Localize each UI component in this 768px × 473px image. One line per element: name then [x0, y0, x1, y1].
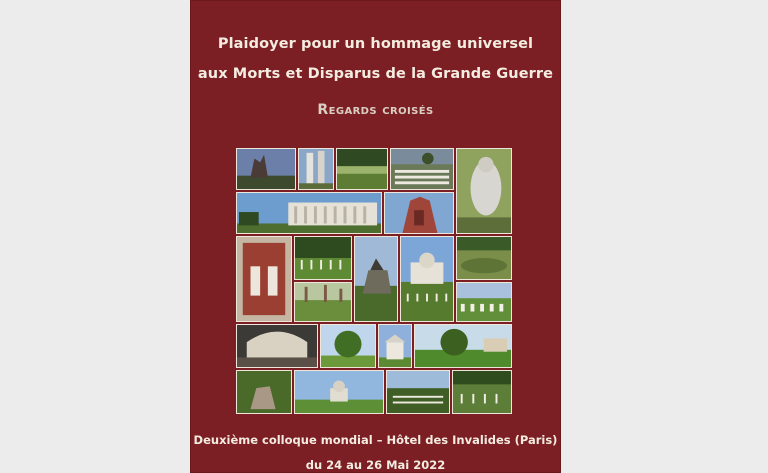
photo-trench-landscape: [456, 236, 512, 280]
photo-white-graves: [390, 148, 454, 190]
footer-event-line: Deuxième colloque mondial – Hôtel des Invalides (Paris): [193, 433, 558, 447]
photo-cemetery-crosses: [386, 370, 450, 414]
photo-crosses-field: [294, 236, 352, 280]
photo-kneeling-statue: [456, 148, 512, 234]
photo-white-towers: [298, 148, 334, 190]
cover-title-line-1: Plaidoyer pour un hommage universel: [217, 36, 534, 52]
photo-red-memorial: [384, 192, 454, 234]
photo-brick-chapel: [236, 236, 292, 322]
photo-white-pavilion: [378, 324, 412, 368]
photo-hillside-crosses: [294, 282, 352, 322]
photo-colonnade-memorial: [236, 192, 382, 234]
photo-domed-mausoleum: [294, 370, 384, 414]
photo-stone-woods: [236, 370, 292, 414]
photo-green-tree: [320, 324, 376, 368]
footer-date-line: du 24 au 26 Mai 2022: [305, 458, 446, 472]
cover-subtitle: Regards croisés: [317, 102, 434, 118]
photo-lawn-tree: [414, 324, 512, 368]
photo-ruined-monument: [236, 148, 296, 190]
photo-caribou-statue: [354, 236, 398, 322]
photo-cemetery-trees: [336, 148, 388, 190]
cover-title-line-2: aux Morts et Disparus de la Grande Guerre: [197, 66, 554, 82]
book-cover: [190, 0, 561, 473]
photo-white-crosses: [452, 370, 512, 414]
photo-memorial-hall: [236, 324, 318, 368]
photo-basilica: [400, 236, 454, 322]
photo-white-headstones: [456, 282, 512, 322]
